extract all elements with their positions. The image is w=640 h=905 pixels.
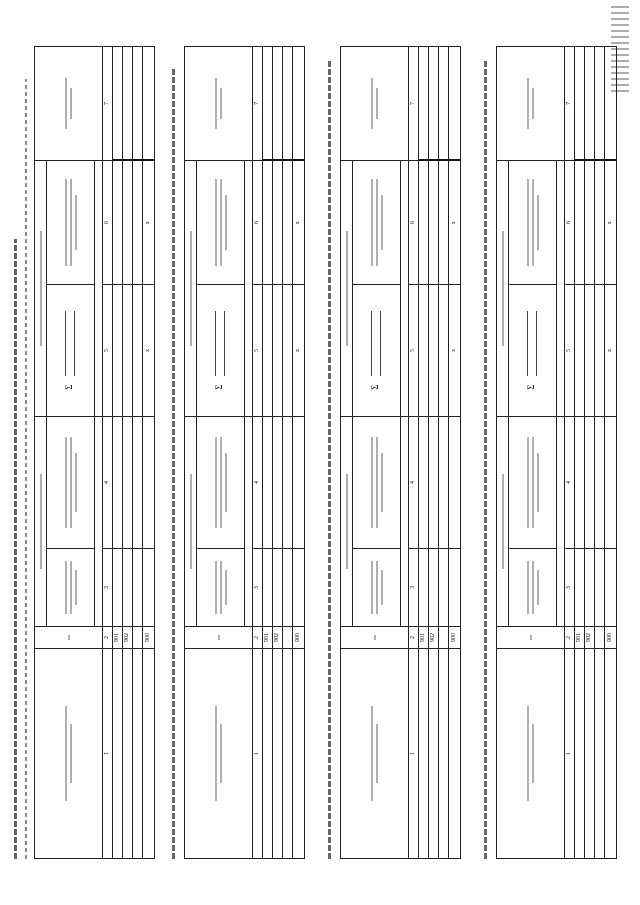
header-col4 [509, 417, 557, 549]
sum-formula-icon: Σ [525, 311, 537, 390]
table-row: 902 [585, 47, 595, 859]
header-col7 [185, 47, 253, 161]
header-col6 [47, 161, 95, 285]
header-code [185, 627, 253, 649]
section-4-table [496, 46, 617, 859]
section-1-title [14, 239, 17, 859]
header-col7 [341, 47, 409, 161]
header-group-right-top [497, 161, 509, 417]
header-col6 [197, 161, 245, 285]
total-row: 900 х х [605, 47, 617, 859]
section-2 [172, 0, 322, 905]
col-numbers-row: 1 2 3 4 5 6 7 [565, 47, 575, 859]
header-col4 [47, 417, 95, 549]
section-3-table [340, 46, 461, 859]
header-group-right-top [341, 161, 353, 417]
header-group-right-top [185, 161, 197, 417]
header-col3 [197, 549, 245, 627]
header-region-name [185, 649, 253, 859]
section-1-table [34, 46, 155, 859]
sum-formula-icon: Σ [63, 311, 75, 390]
header-region-name [497, 649, 565, 859]
sum-formula-icon: Σ [213, 311, 225, 390]
header-code [341, 627, 409, 649]
section-1 [14, 0, 164, 905]
header-region-name [35, 649, 103, 859]
header-col4 [353, 417, 401, 549]
header-col3 [509, 549, 557, 627]
table-row [595, 47, 605, 859]
table-row [133, 47, 143, 859]
header-col7 [497, 47, 565, 161]
header-col5-formula [197, 285, 245, 417]
header-group-right-top [35, 161, 47, 417]
header-col5-formula [509, 285, 557, 417]
header-col4 [197, 417, 245, 549]
table-row: 901 [419, 47, 429, 859]
table-row: 901 [575, 47, 585, 859]
table-row [439, 47, 449, 859]
header-group-top [497, 417, 509, 627]
header-col5-formula [47, 285, 95, 417]
header-col6 [353, 161, 401, 285]
table-row: 902 [123, 47, 133, 859]
total-row: 900 х х [449, 47, 461, 859]
table-row: 902 [429, 47, 439, 859]
header-code [497, 627, 565, 649]
sum-formula-icon: Σ [369, 311, 381, 390]
total-row: 900 х х [293, 47, 305, 859]
header-region-name [341, 649, 409, 859]
col-numbers-row: 1 2 3 4 5 6 7 [253, 47, 263, 859]
section-3 [328, 0, 478, 905]
table-row: 901 [263, 47, 273, 859]
section-2-title [172, 69, 175, 859]
header-col7 [35, 47, 103, 161]
section-4-title [484, 59, 487, 859]
header-group-top [341, 417, 353, 627]
section-3-title [328, 59, 331, 859]
col-numbers-row: 1 2 3 4 5 6 7 [409, 47, 419, 859]
section-2-table [184, 46, 305, 859]
table-row: 901 [113, 47, 123, 859]
col-numbers-row: 1 2 3 4 5 6 7 [103, 47, 113, 859]
table-row [283, 47, 293, 859]
header-group-top [185, 417, 197, 627]
header-code [35, 627, 103, 649]
total-row: 900 х х [143, 47, 155, 859]
section-4 [484, 0, 634, 905]
header-col5-formula [353, 285, 401, 417]
header-col3 [353, 549, 401, 627]
table-row: 902 [273, 47, 283, 859]
header-col6 [509, 161, 557, 285]
section-1-subtitle [25, 79, 27, 859]
header-col3 [47, 549, 95, 627]
header-group-top [35, 417, 47, 627]
